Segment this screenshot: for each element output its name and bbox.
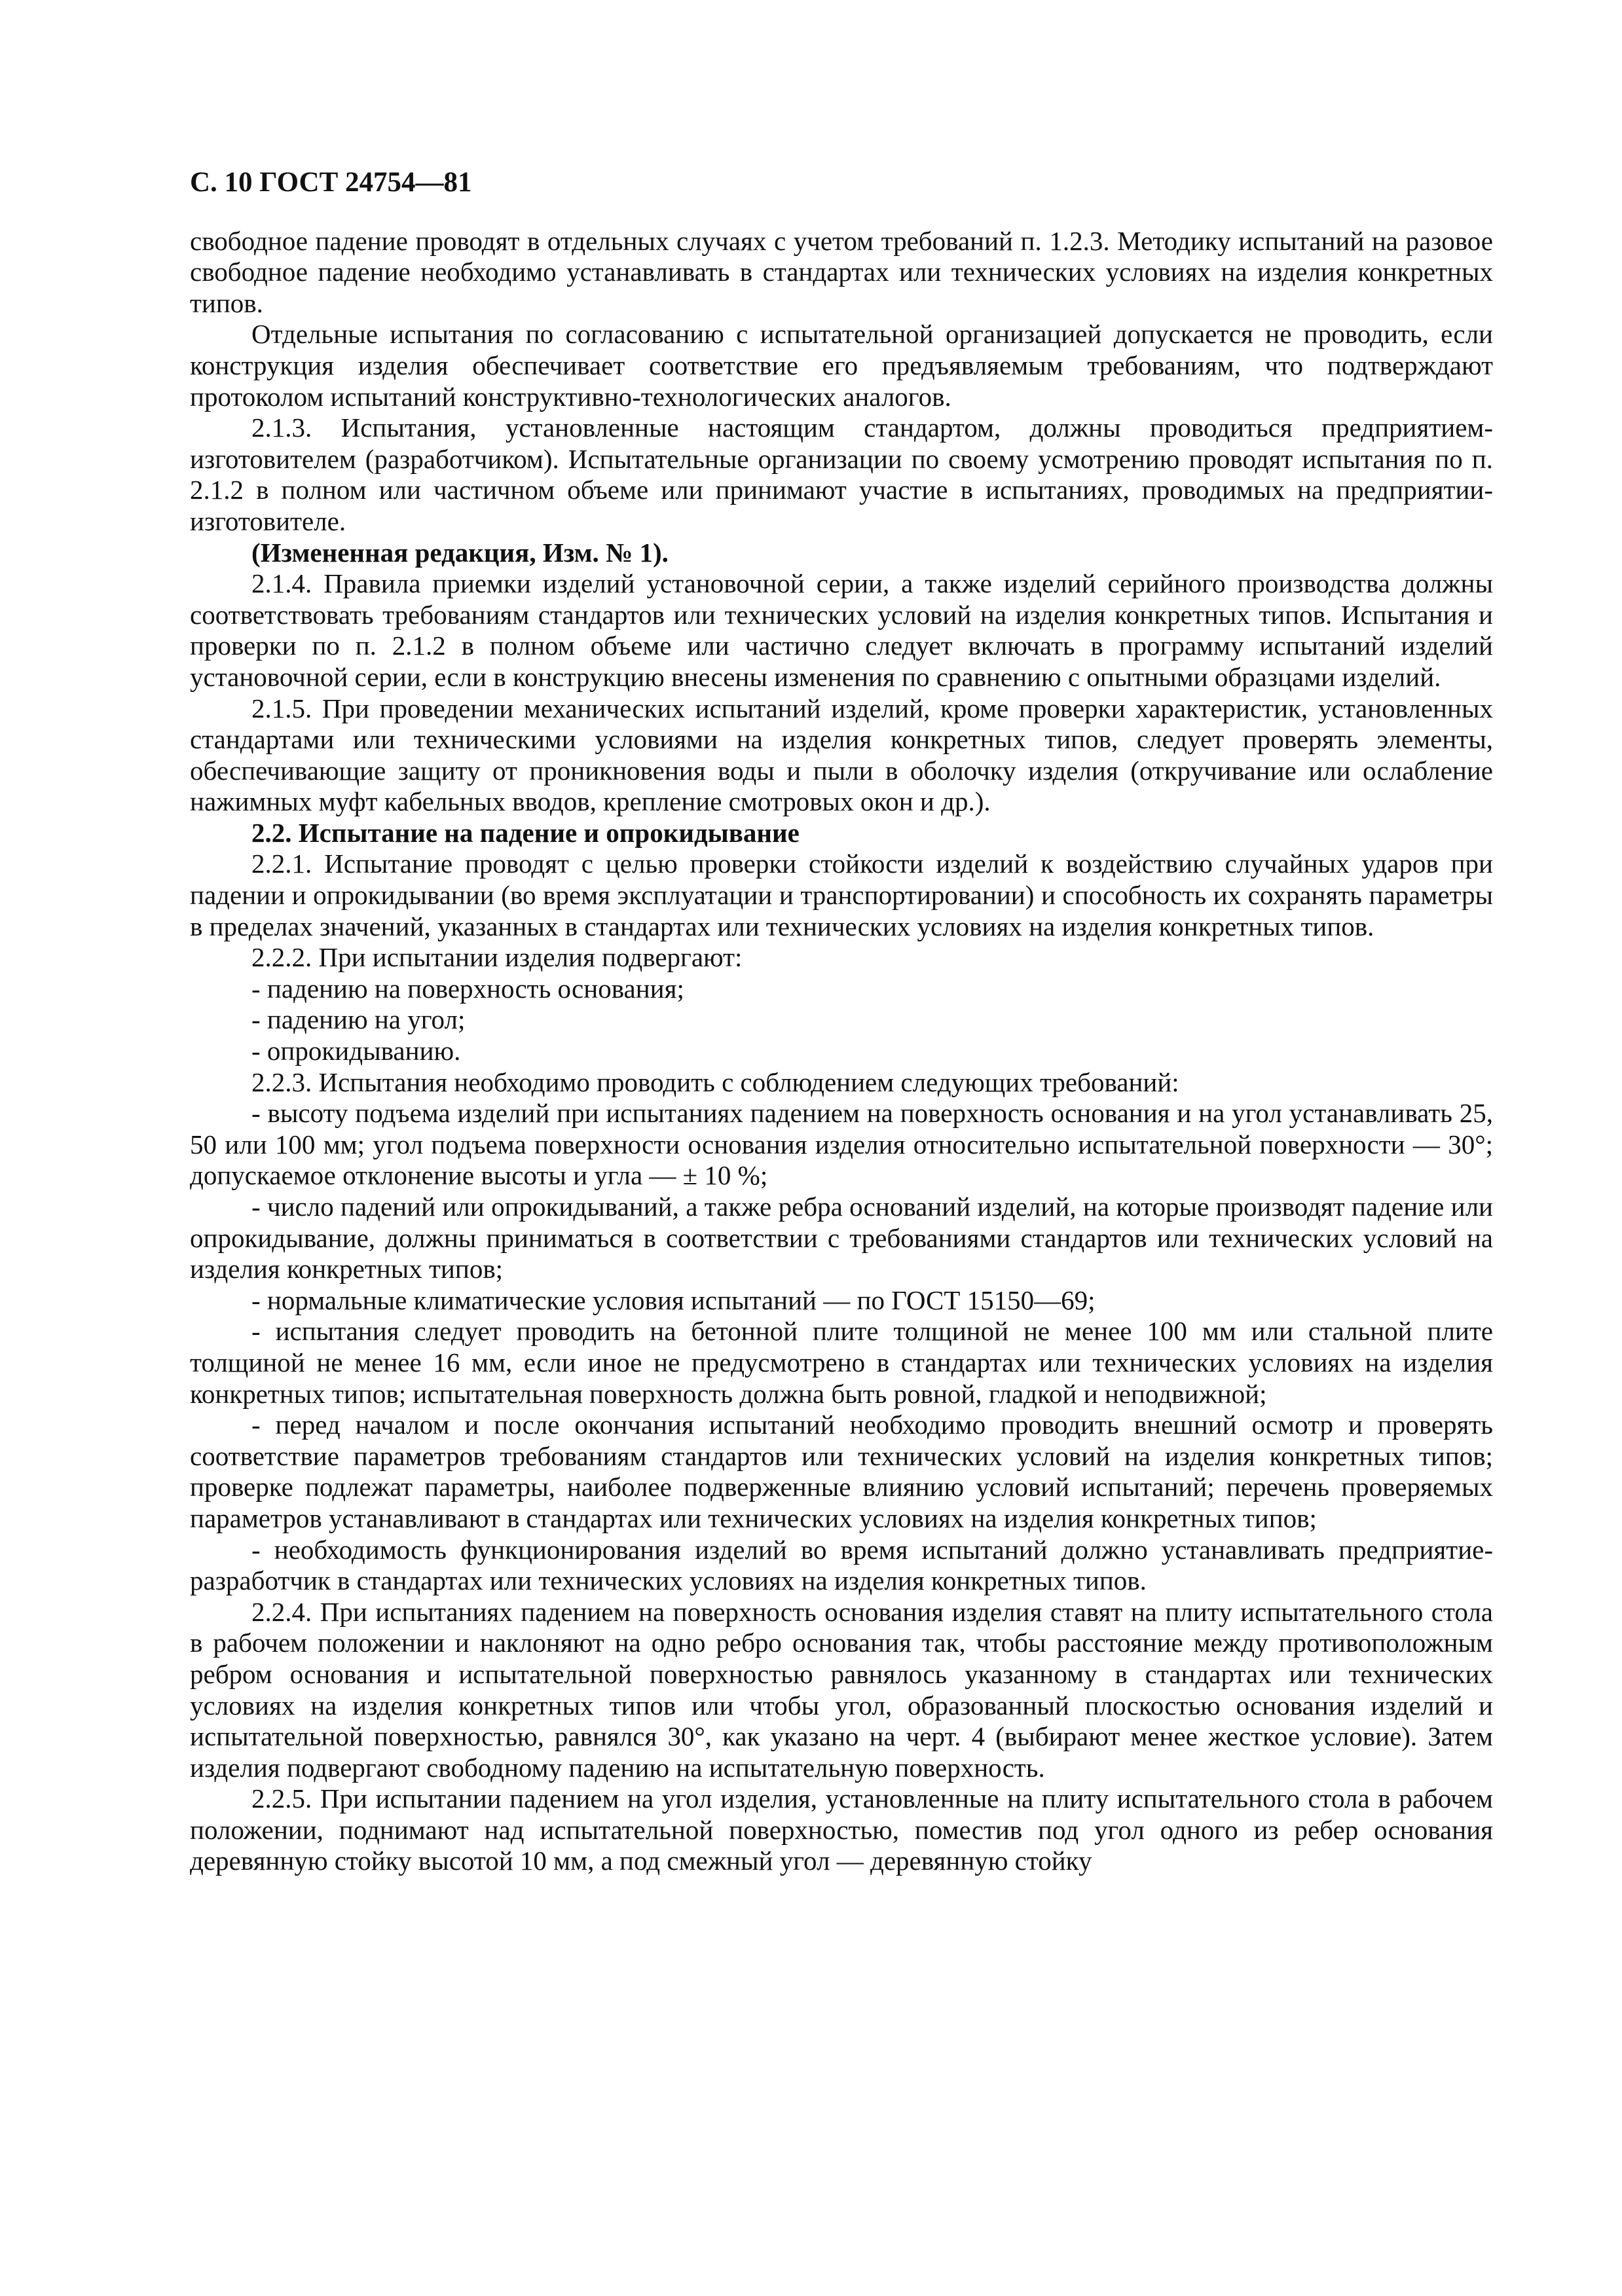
- paragraph: 2.2.3. Испытания необходимо проводить с соблюдением следующих требований:: [251, 1066, 1179, 1097]
- paragraph: - падению на поверхность основания;: [251, 973, 684, 1004]
- page-header: С. 10 ГОСТ 24754—81: [190, 167, 472, 198]
- paragraph: - нормальные климатические условия испытаний — по ГОСТ 15150—69;: [251, 1285, 1096, 1315]
- paragraph: - высоту подъема изделий при испытаниях падением на поверхность основания и на угол устанавливать 25, 50 или 100 мм; угол подъема поверхности основания изделия относительно испытательной поверхности — 30°; допускаемое отклонение высоты и угла — ± 10 %;: [190, 1098, 1493, 1191]
- paragraph: 2.2.5. При испытании падением на угол изделия, установленные на плиту испытательного стола в рабочем положении, поднимают над испытательной поверхностью, поместив под угол одного из ребер основания деревянную стойку высотой 10 мм, а под смежный угол — деревянную стойку: [190, 1783, 1493, 1876]
- paragraph: 2.2.2. При испытании изделия подвергают:: [251, 942, 743, 973]
- paragraph: - перед началом и после окончания испытаний необходимо проводить внешний осмотр и проверять соответствие параметров требованиям стандартов или технических условий на изделия конкретных типов; проверке подлежат параметры, наиболее подверженные влиянию условий испытаний; перечень проверяемых параметров устанавливают в стандартах или технических условиях на изделия конкретных типов;: [190, 1410, 1493, 1533]
- paragraph: свободное падение проводят в отдельных случаях с учетом требований п. 1.2.3. Методику испытаний на разовое свободное падение необходимо устанавливать в стандартах или технических условиях на изделия конкретных типов.: [190, 225, 1493, 318]
- paragraph: - испытания следует проводить на бетонной плите толщиной не менее 100 мм или стальной плите толщиной не менее 16 мм, если иное не предусмотрено в стандартах или технических условиях на изделия конкретных типов; испытательная поверхность должна быть ровной, гладкой и неподвижной;: [190, 1316, 1493, 1409]
- document-body: [190, 226, 1493, 1877]
- paragraph: 2.1.5. При проведении механических испытаний изделий, кроме проверки характеристик, установленных стандартами или техническими условиями на изделия конкретных типов, следует проверять элементы, обеспечивающие защиту от проникновения воды и пыли в оболочку изделия (откручивание или ослабление нажимных муфт кабельных вводов, крепление смотровых окон и др.).: [190, 693, 1493, 817]
- paragraph: 2.2.1. Испытание проводят с целью проверки стойкости изделий к воздействию случайных ударов при падении и опрокидывании (во время эксплуатации и транспортировании) и способность их сохранять параметры в пределах значений, указанных в стандартах или технических условиях на изделия конкретных типов.: [190, 848, 1493, 941]
- paragraph: - необходимость функционирования изделий во время испытаний должно устанавливать предприятие-разработчик в стандартах или технических условиях на изделия конкретных типов.: [190, 1534, 1493, 1596]
- paragraph: - число падений или опрокидываний, а также ребра оснований изделий, на которые производят падение или опрокидывание, должны приниматься в соответствии с требованиями стандартов или технических условий на изделия конкретных типов;: [190, 1192, 1493, 1285]
- paragraph: Отдельные испытания по согласованию с испытательной организацией допускается не проводить, если конструкция изделия обеспечивает соответствие его предъявляемым требованиям, что подтверждают протоколом испытаний конструктивно-технологических аналогов.: [190, 319, 1493, 412]
- paragraph: 2.1.4. Правила приемки изделий установочной серии, а также изделий серийного производства должны соответствовать требованиям стандартов или технических условий на изделия конкретных типов. Испытания и проверки по п. 2.1.2 в полном объеме или частично следует включать в программу испытаний изделий установочной серии, если в конструкцию внесены изменения по сравнению с опытными образцами изделий.: [190, 568, 1493, 692]
- paragraph: 2.2.4. При испытаниях падением на поверхность основания изделия ставят на плиту испытательного стола в рабочем положении и наклоняют на одно ребро основания так, чтобы расстояние между противоположным ребром основания и испытательной поверхностью равнялось указанному в стандартах или технических условиях на изделия конкретных типов или чтобы угол, образованный плоскостью основания изделий и испытательной поверхностью, равнялся 30°, как указано на черт. 4 (выбирают менее жесткое условие). Затем изделия подвергают свободному падению на испытательную поверхность.: [190, 1596, 1493, 1783]
- paragraph: - опрокидыванию.: [251, 1036, 461, 1066]
- document-page: [190, 167, 1493, 1877]
- paragraph: - падению на угол;: [251, 1004, 466, 1035]
- paragraph: 2.1.3. Испытания, установленные настоящим стандартом, должны проводиться предприятием-изготовителем (разработчиком). Испытательные организации по своему усмотрению проводят испытания по п. 2.1.2 в полном или частичном объеме или принимают участие в испытаниях, проводимых на предприятии-изготовителе.: [190, 412, 1493, 536]
- section-heading: 2.2. Испытание на падение и опрокидывание: [251, 817, 800, 848]
- section-heading: (Измененная редакция, Изм. № 1).: [251, 537, 669, 568]
